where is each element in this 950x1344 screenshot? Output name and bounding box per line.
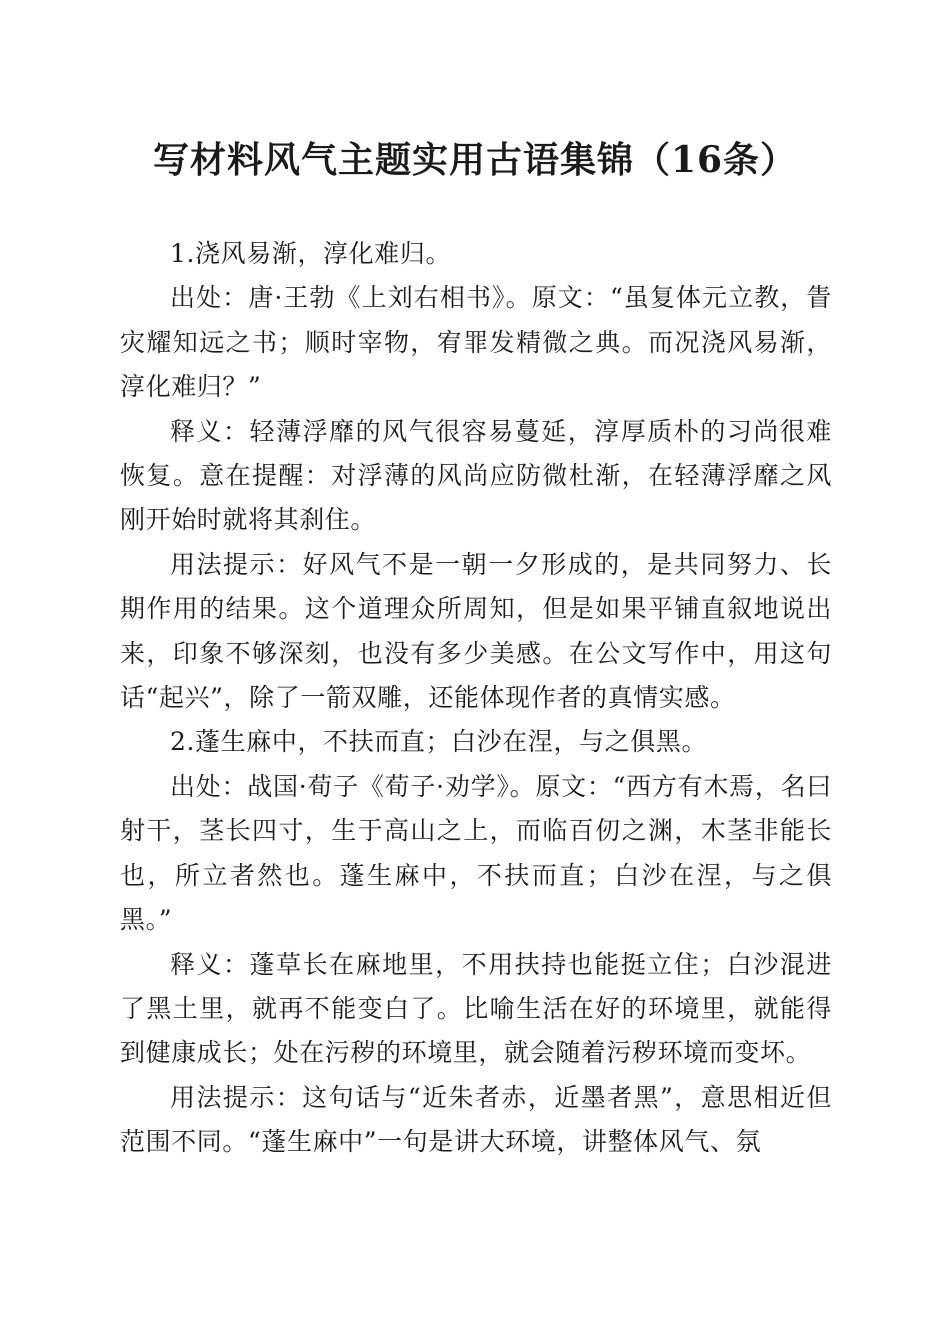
item-2-explanation: 释义：蓬草长在麻地里，不用扶持也能挺立住；白沙混进了黑土里，就再不能变白了。比喻生活在好的环境里，就能得到健康成长；处在污秽的环境里，就会随着污秽环境而变坏。 <box>120 949 832 1068</box>
document-body <box>120 232 832 1165</box>
item-1-usage-tip: 用法提示：好风气不是一朝一夕形成的，是共同努力、长期作用的结果。这个道理众所周知，但是如果平铺直叙地说出来，印象不够深刻，也没有多少美感。在公文写作中，用这句话“起兴”，除了一箭双雕，还能体现作者的真情实感。 <box>120 549 832 713</box>
item-2-usage-tip: 用法提示：这句话与“近朱者赤，近墨者黑”，意思相近但范围不同。“蓬生麻中”一句是讲大环境，讲整体风气、氛 <box>120 1082 832 1157</box>
item-1-source: 出处：唐·王勃《上刘右相书》。原文：“虽复体元立教，眚灾耀知远之书；顺时宰物，宥罪发精微之典。而况浇风易渐，淳化难归？” <box>120 283 832 402</box>
item-2-heading: 2.蓬生麻中，不扶而直；白沙在涅，与之俱黑。 <box>170 727 708 757</box>
item-1-heading: 1.浇风易渐，淳化难归。 <box>170 239 452 268</box>
document-title: 写材料风气主题实用古语集锦（16条） <box>152 139 798 181</box>
item-2-source: 出处：战国·荀子《荀子·劝学》。原文：“西方有木焉，名曰射干，茎长四寸，生于高山之上，而临百仞之渊，木茎非能长也，所立者然也。蓬生麻中，不扶而直；白沙在涅，与之俱黑。” <box>120 771 832 935</box>
item-1-explanation: 释义：轻薄浮靡的风气很容易蔓延，淳厚质朴的习尚很难恢复。意在提醒：对浮薄的风尚应防微杜渐，在轻薄浮靡之风刚开始时就将其刹住。 <box>120 416 832 535</box>
